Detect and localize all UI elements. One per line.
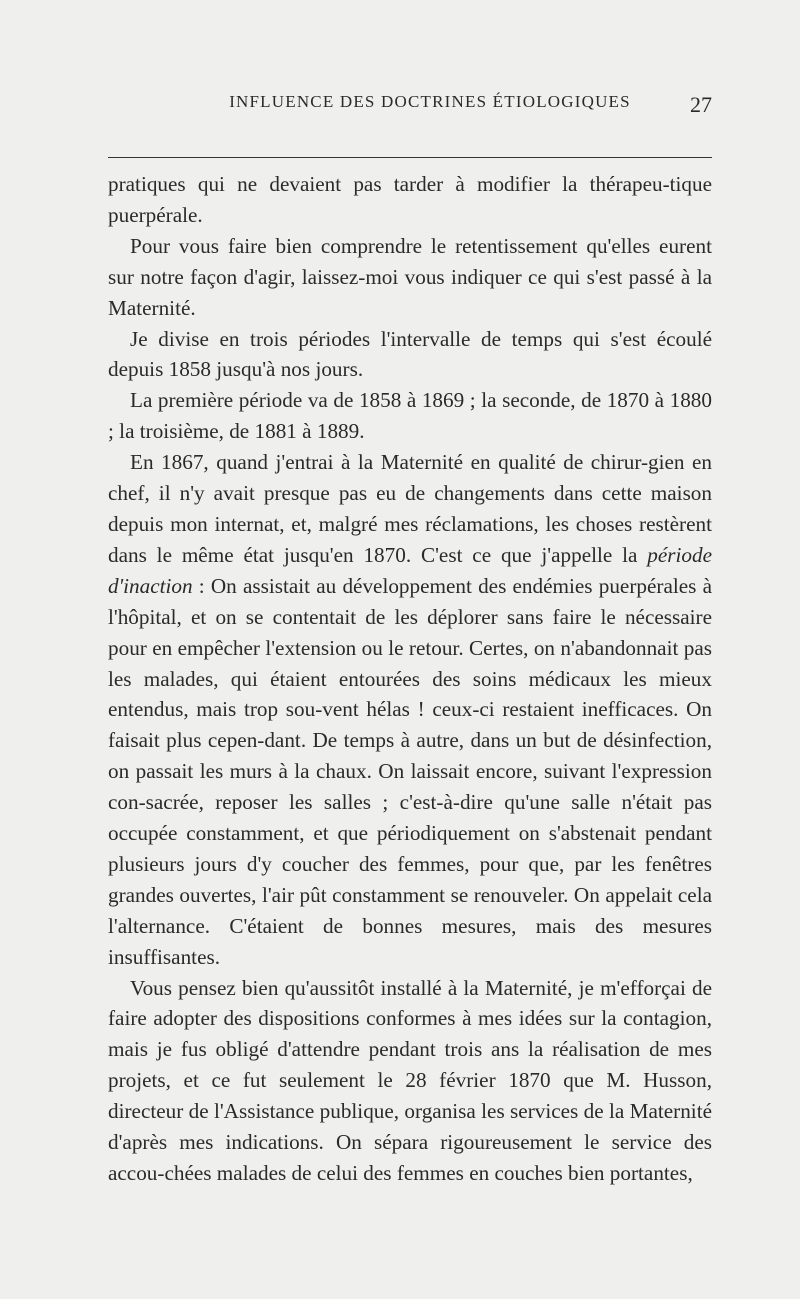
- paragraph-1: pratiques qui ne devaient pas tarder à modifier la thérapeu-tique puerpérale.: [108, 172, 712, 227]
- emphasis-periode-inaction: période d'inaction: [108, 542, 712, 598]
- paragraph-5: [108, 447, 712, 972]
- paragraph-6: Vous pensez bien qu'aussitôt installé à la Maternité, je m'efforçai de faire adopter des dispositions conformes à mes idées sur la contagion, mais je fus obligé d'attendre pendant trois ans la réalisation de mes projets, et ce fut seulement le 28 février 1870 que M. Husson, directeur de l'Assistance publique, organisa les services de la Maternité d'après mes indications. On sépara rigoureusement le service des accou-chées malades de celui des femmes en couches bien portantes,: [108, 975, 712, 1185]
- body-text: [108, 169, 712, 1189]
- paragraph-3: Je divise en trois périodes l'intervalle de temps qui s'est écoulé depuis 1858 jusqu'à nos jours.: [108, 326, 712, 382]
- paragraph-5-start: En 1867, quand j'entrai à la Maternité en qualité de chirur-gien en chef, il n'y avait presque pas eu de changements dans cette maison depuis mon internat, et, malgré mes réclamations, les choses restèrent dans le même état jusqu'en 1870. C'est ce que j'appelle la: [108, 450, 712, 567]
- running-title: INFLUENCE DES DOCTRINES ÉTIOLOGIQUES: [229, 92, 631, 111]
- page-number: 27: [690, 92, 712, 117]
- header-rule: [108, 157, 712, 158]
- page-header: [108, 92, 712, 118]
- paragraph-2: Pour vous faire bien comprendre le retentissement qu'elles eurent sur notre façon d'agir, laissez-moi vous indiquer ce qui s'est passé à la Maternité.: [108, 233, 712, 320]
- paragraph-4: La première période va de 1858 à 1869 ; la seconde, de 1870 à 1880 ; la troisième, de 1881 à 1889.: [108, 388, 712, 444]
- paragraph-5-end: : On assistait au développement des endémies puerpérales à l'hôpital, et on se contentait de les déplorer sans faire le nécessaire pour en empêcher l'extension ou le retour. Certes, on n'abandonnait pas les malades, qui étaient entourées des soins médicaux les mieux entendus, mais trop sou-vent hélas ! ceux-ci restaient inefficaces. On faisait plus cepen-dant. De temps à autre, dans un but de désinfection, on passait les murs à la chaux. On laissait encore, suivant l'expression con-sacrée, reposer les salles ; c'est-à-dire qu'une salle n'était pas occupée constamment, et que périodiquement on s'abstenait pendant plusieurs jours d'y coucher des femmes, pour que, par les fenêtres grandes ouvertes, l'air pût constamment se renouveler. On appelait cela l'alternance. C'étaient de bonnes mesures, mais des mesures insuffisantes.: [108, 573, 712, 969]
